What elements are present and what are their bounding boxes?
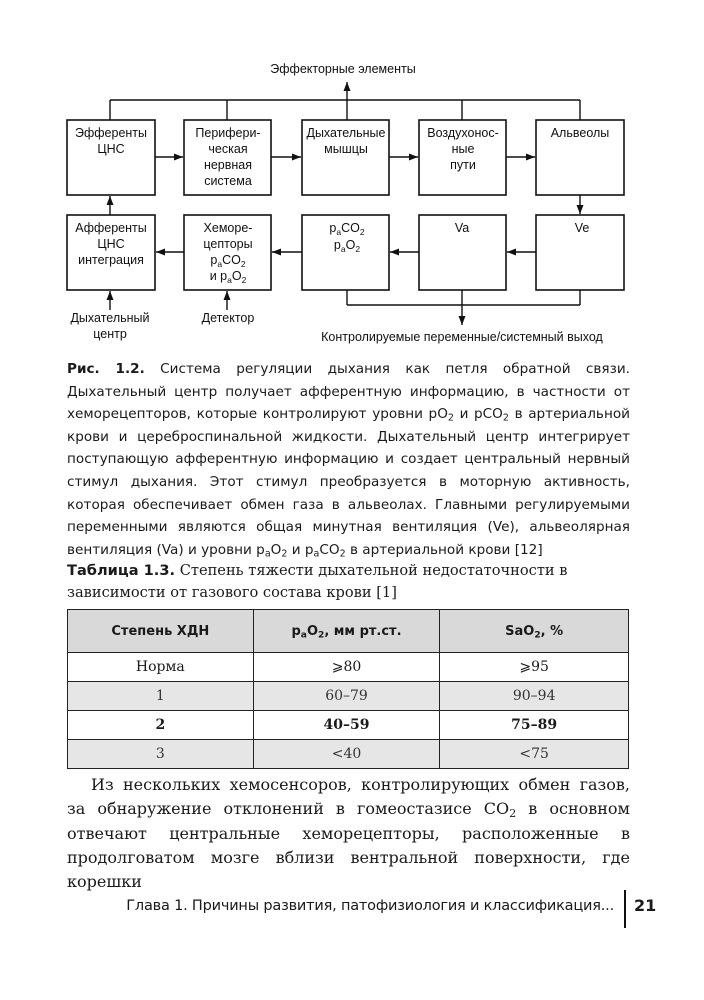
table-header-row	[68, 610, 629, 653]
chemoreceptors-pao2: и $p_aO_2$	[209, 269, 247, 285]
header-severity: Степень ХДН	[68, 610, 254, 653]
peripheral-nervous-system-label: Перифери-ческая нервная система	[195, 126, 261, 188]
figure-caption: Рис. 1.2. Система регуляции дыхания как петля обратной связи. Дыхательный центр получает афферентную информацию, в частности от хеморецепторов, которые контролируют уровни $pO_2$ и pCO$_2$ в артериальной крови и цереброспинальной жидкости. Дыхательный центр интегрирует поступающую афферентную информацию и создает центральный нервный стимул дыхания. Этот стимул преобразуется в моторную активность, которая обеспечивает обмен газа в альвеолах. Главными регулируемыми переменными являются общая минутная вентиляция (Ve), альвеолярная вентиляция (Va) и уровни $p_aO_2$ и $p_aCO_2$ в артериальной крови [12]	[67, 361, 630, 560]
chemoreceptors-label: Хеморе-цепторы	[203, 221, 253, 251]
respiratory-center-label: Дыхательный центр	[70, 311, 150, 341]
alveoli-label: Альвеолы	[550, 126, 610, 140]
efferent-cns-label: Эфференты ЦНС	[74, 126, 148, 156]
table-title: Таблица 1.3. Степень тяжести дыхательной недостаточности в зависимости от газового состава крови [1]	[67, 562, 568, 601]
blood-gases-pao2: $p_aO_2$	[333, 238, 361, 254]
respiratory-muscles-label: Дыхательные мышцы	[306, 126, 386, 156]
alveolar-ventilation-label: Va	[454, 221, 470, 235]
blood-gases-paco2: $p_aCO_2$	[329, 221, 365, 237]
page-footer	[0, 882, 704, 928]
figure-label: Рис. 1.2.	[67, 361, 145, 377]
feedback-loop-diagram	[0, 0, 704, 350]
table-row: 1 60–79 90–94	[68, 682, 629, 711]
detector-label: Детектор	[201, 311, 255, 325]
header-sao2: SaO$_2$, %	[440, 610, 629, 653]
chapter-title: Глава 1. Причины развития, патофизиология и классификация...	[126, 898, 614, 914]
effector-elements-label: Эффекторные элементы	[270, 62, 416, 76]
afferent-cns-integration-label: Афференты ЦНС интеграция	[75, 221, 147, 267]
table-label: Таблица 1.3.	[67, 562, 176, 579]
controlled-variables-label: Контролируемые переменные/системный выход	[321, 330, 603, 344]
header-pao2: $p_aO_2$, мм рт.ст.	[253, 610, 440, 653]
table-row: Норма ⩾80 ⩾95	[68, 653, 629, 682]
table-row: 2 40–59 75–89	[68, 711, 629, 740]
table-row: 3 <40 <75	[68, 740, 629, 769]
respiratory-failure-table	[67, 609, 629, 769]
footer-divider	[624, 890, 626, 928]
chemoreceptors-paco2: $p_aCO_2$	[210, 253, 246, 269]
body-paragraph: Из нескольких хемосенсоров, контролирующих обмен газов, за обнаружение отклонений в гомеостазисе $CO_2$ в основном отвечают центральные хеморецепторы, расположенные в продолговатом мозге вблизи вентральной поверхности, где корешки	[67, 775, 630, 892]
minute-ventilation-label: Ve	[574, 221, 590, 235]
page-number: 21	[634, 896, 657, 915]
airways-label: Воздухонос-ные пути	[427, 126, 499, 172]
